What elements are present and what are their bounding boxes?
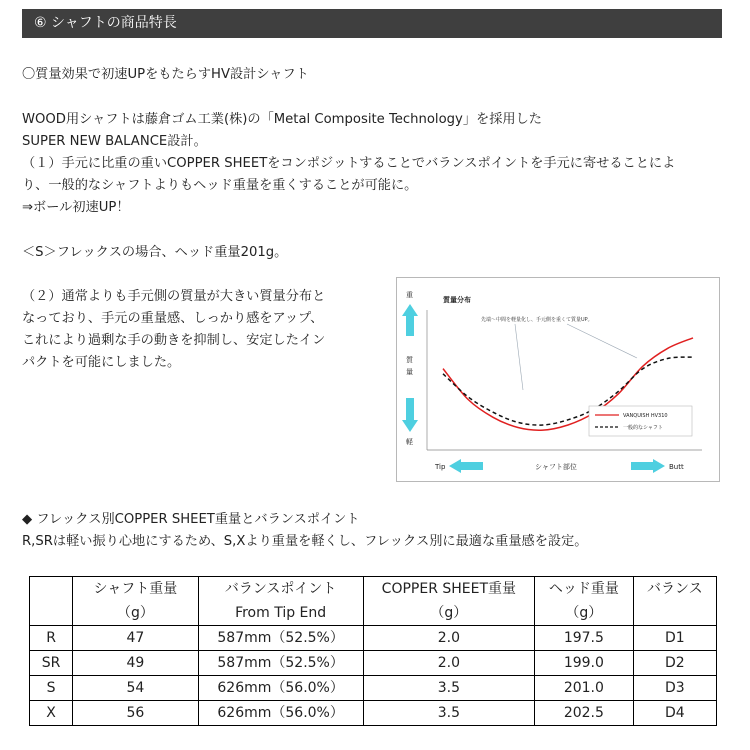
body-text-line: パクトを可能にしました。 [22,355,181,370]
table-header-cell: COPPER SHEET重量 [363,577,534,602]
legend-label-general: 一般的なシャフト [623,425,663,431]
body-text-line: （１）手元に比重の重いCOPPER SHEETをコンポジットすることでバランスポイントを手元に寄せることによ [22,156,676,171]
table-row [30,651,717,676]
body-text-line: （２）通常よりも手元側の質量が大きい質量分布と [22,289,326,304]
body-text-line: R,SRは軽い振り心地にするため、S,Xより重量を軽くし、フレックス別に最適な重量感を設定。 [22,534,588,549]
table-cell: R [30,626,73,651]
table-header-row [30,577,717,602]
table-cell: D4 [633,701,716,726]
table-cell: D2 [633,651,716,676]
body-text-line: これにより過剰な手の動きを抑制し、安定したイン [22,333,326,348]
table-cell: 587mm（52.5%） [198,651,363,676]
table-cell: X [30,701,73,726]
table-heading: ◆ フレックス別COPPER SHEET重量とバランスポイント [22,512,360,527]
table-cell: 3.5 [363,676,534,701]
ylabel-mass-1: 質 [406,356,413,364]
ylabel-heavy: 重 [406,291,413,299]
body-text-line: なっており、手元の重量感、しっかり感をアップ、 [22,311,324,326]
table-row [30,626,717,651]
table-header-cell: From Tip End [198,601,363,626]
table-header-cell: バランス [633,577,716,602]
table-cell: 202.5 [535,701,634,726]
table-cell: 56 [73,701,198,726]
table-cell: 201.0 [535,676,634,701]
table-cell: 587mm（52.5%） [198,626,363,651]
table-cell: 197.5 [535,626,634,651]
annotation-pointer-2 [567,324,637,358]
table-cell: D3 [633,676,716,701]
table-header-cell [30,577,73,602]
spec-table [29,576,717,726]
table-header-cell: （g） [73,601,198,626]
legend-label-vanquish: VANQUISH HV310 [623,413,668,419]
body-text-line: り、一般的なシャフトよりもヘッド重量を重くすることが可能に。 [22,178,418,193]
table-cell: 2.0 [363,651,534,676]
table-header-row [30,601,717,626]
body-text-line: SUPER NEW BALANCE設計。 [22,134,207,149]
chart-title: 質量分布 [443,296,471,304]
ylabel-light: 軽 [406,438,413,446]
table-header-cell: シャフト重量 [73,577,198,602]
table-header-cell [30,601,73,626]
table-row [30,676,717,701]
table-header-cell: （g） [535,601,634,626]
chart-legend [589,406,692,436]
xlabel-tip: Tip [435,463,446,471]
feature-heading: 〇質量効果で初速UPをもたらすHV設計シャフト [22,67,309,82]
mass-distribution-chart [396,277,720,482]
chart-xlabel: シャフト部位 [535,463,577,471]
section-title: ⑥ シャフトの商品特長 [34,15,177,31]
body-text-line: ⇒ボール初速UP！ [22,200,130,215]
table-cell: D1 [633,626,716,651]
table-header-cell: バランスポイント [198,577,363,602]
table-row [30,701,717,726]
table-cell: 626mm（56.0%） [198,701,363,726]
table-cell: 2.0 [363,626,534,651]
arrow-down-icon [402,398,418,432]
ylabel-mass-2: 量 [406,368,413,376]
body-text-line: WOOD用シャフトは藤倉ゴム工業(株)の「Metal Composite Technology」を採用した [22,112,542,127]
arrow-left-icon [449,459,483,473]
arrow-right-icon [631,459,665,473]
table-header-cell: （g） [363,601,534,626]
table-cell: 626mm（56.0%） [198,676,363,701]
chart-annotation: 先端～中間を軽量化し、手元側を重くて質量UP。 [481,317,593,323]
table-cell: 199.0 [535,651,634,676]
table-cell: 47 [73,626,198,651]
arrow-up-icon [402,304,418,336]
annotation-pointer-1 [515,324,523,390]
section-header [22,9,722,38]
table-cell: 3.5 [363,701,534,726]
table-header-cell: ヘッド重量 [535,577,634,602]
xlabel-butt: Butt [669,463,684,471]
table-cell: 54 [73,676,198,701]
table-cell: 49 [73,651,198,676]
table-cell: S [30,676,73,701]
table-cell: SR [30,651,73,676]
body-text-line: ＜S＞フレックスの場合、ヘッド重量201g。 [22,245,288,260]
table-header-cell [633,601,716,626]
chart-svg [397,278,719,481]
